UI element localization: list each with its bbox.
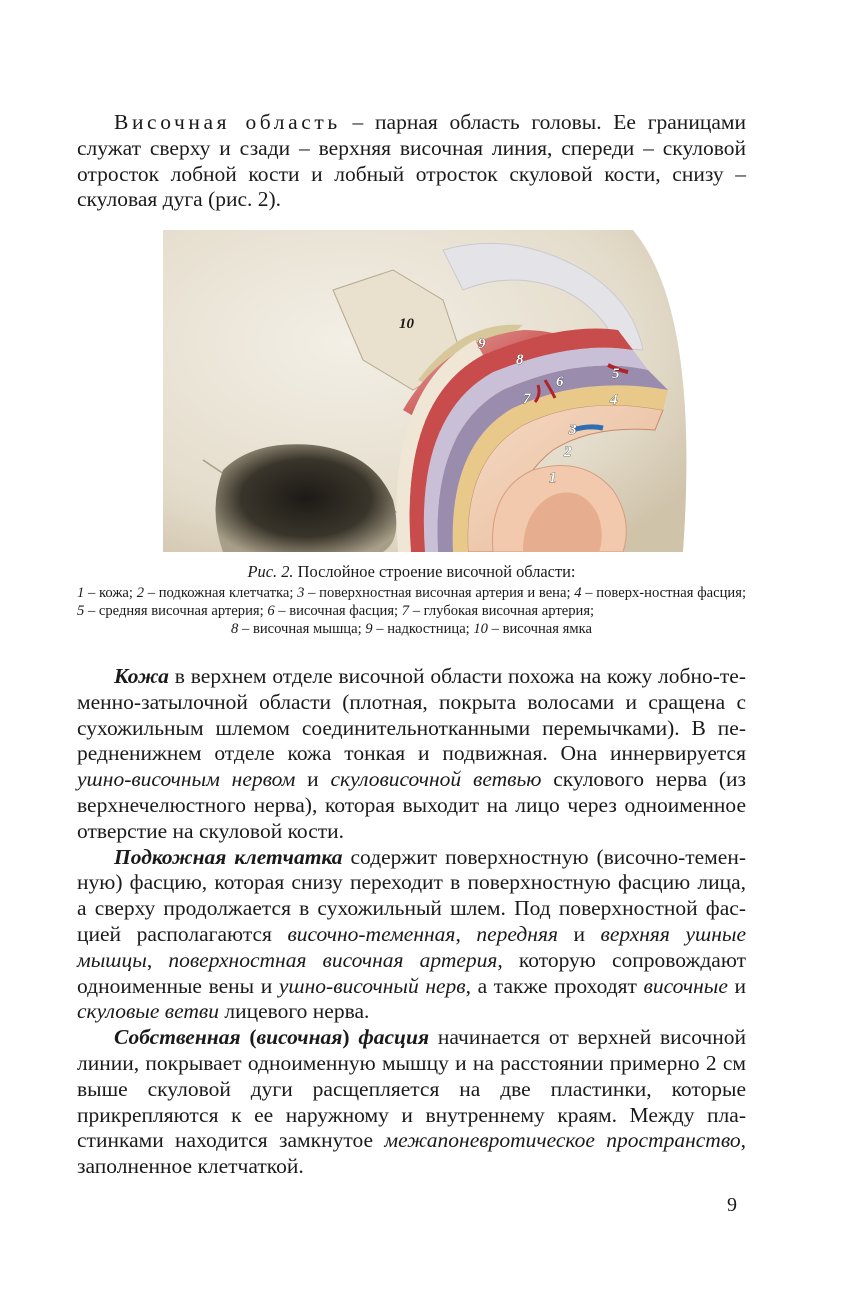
intro-term: Височная область xyxy=(114,110,341,134)
text-run: лицевого нерва. xyxy=(218,999,370,1024)
legend-num: 2 xyxy=(136,585,144,601)
term-skin: Кожа xyxy=(114,664,169,688)
legend-num: 6 xyxy=(267,603,275,619)
text-run: , xyxy=(455,921,477,946)
italic-run: межапоневротическое пространство xyxy=(384,1128,741,1153)
legend-text: – средняя височная артерия; xyxy=(84,603,268,619)
body-text xyxy=(77,664,746,1180)
legend-text: – надкостница; xyxy=(372,621,474,637)
legend-num: 10 xyxy=(473,621,488,637)
legend-last-line xyxy=(77,620,746,638)
figure-label-9: 9 xyxy=(478,336,486,352)
text-run: скулового нерва (из верхнечелюстного нерва), которая выходит на лицо через одноименное отверстие на скуловой кости. xyxy=(77,767,746,843)
paragraph-fascia xyxy=(77,1025,746,1180)
legend-num: 7 xyxy=(401,603,410,619)
paragraph-subcutaneous xyxy=(77,845,746,1026)
figure-caption xyxy=(77,562,746,582)
text-run: , которую сопровождают одноименные вены и xyxy=(77,947,746,998)
figure-label-5: 5 xyxy=(612,366,620,382)
legend-text: – височная мышца; xyxy=(238,621,366,637)
text-run: содержит поверхностную (височно-темен-ную) фасцию, которая снизу переходит в поверхностную фасцию лица, а сверху продолжается в сухожильный шлем. Под поверхностной фас-цией располагаются xyxy=(77,844,746,946)
text-run: и xyxy=(295,767,331,792)
italic-run: височные xyxy=(643,973,728,998)
text-run: , а также проходят xyxy=(465,973,644,998)
text-run: , xyxy=(146,947,169,972)
intro-text: – парная область головы. Ее границами служат сверху и сзади – верхняя височная линия, спереди – скуловой отросток лобной кости и лобный отросток скуловой кости, снизу – скуловая дуга (рис. 2). xyxy=(77,110,746,212)
paragraph-skin xyxy=(77,664,746,845)
caption-title: Послойное строение височной области: xyxy=(293,562,576,581)
figure-temporal-region-layers xyxy=(163,230,700,552)
figure-label-4: 4 xyxy=(610,392,618,408)
legend-num: 5 xyxy=(77,603,85,619)
figure-label-3: 3 xyxy=(569,422,577,438)
legend-text: – подкожная клетчатка; xyxy=(143,585,298,601)
term-fascia-e: фасция xyxy=(358,1025,430,1050)
legend-text: – кожа; xyxy=(84,585,137,601)
figure-label-1: 1 xyxy=(549,470,557,486)
legend-text: – поверхностная височная артерия и вена; xyxy=(304,585,575,601)
legend-text: – височная ямка xyxy=(487,621,592,637)
italic-run: верхняя ушные мышцы xyxy=(77,921,746,972)
term-fascia-a: Собственная xyxy=(114,1025,241,1050)
figure-label-10: 10 xyxy=(399,316,414,332)
italic-run: ушно-височным нервом xyxy=(77,767,296,792)
legend-num: 1 xyxy=(77,585,85,601)
figure-label-6: 6 xyxy=(556,374,564,390)
term-fascia-d: ) xyxy=(342,1025,359,1050)
text-run: и xyxy=(727,973,746,998)
figure-label-8: 8 xyxy=(516,352,524,368)
term-fascia-b: ( xyxy=(240,1025,257,1050)
figure-label-7: 7 xyxy=(523,391,531,407)
figure-legend xyxy=(77,584,746,638)
text-run: , заполненное клетчаткой. xyxy=(77,1128,746,1179)
legend-num: 9 xyxy=(365,621,373,637)
italic-run: скуловисочной ветвью xyxy=(330,767,542,792)
intro-paragraph xyxy=(77,110,746,213)
italic-run: височно-теменная xyxy=(287,921,456,946)
legend-num: 3 xyxy=(297,585,305,601)
text-run: и xyxy=(557,921,601,946)
legend-num: 4 xyxy=(574,585,582,601)
figure-label-2: 2 xyxy=(564,444,572,460)
text-run: в верхнем отделе височной области похожа на кожу лобно-те-менно-затылочной области (плотная, покрыта волосами и сращена с сухожильным шлемом соединительнотканными перемычками). В пе-редненижнем отделе кожа тонкая и подвижная. Она иннервируется xyxy=(77,664,746,766)
italic-run: скуловые ветви xyxy=(77,999,219,1024)
term-subcutaneous: Подкожная клетчатка xyxy=(114,844,343,869)
legend-num: 8 xyxy=(231,621,239,637)
text-run: начинается от верхней височной линии, покрывает одноименную мышцу и на расстоянии примерно 2 см выше скуловой дуги расщепляется на две пластинки, которые прикрепляются к ее наружному и внутреннему краям. Между пла-стинками находится замкнутое xyxy=(77,1025,746,1153)
caption-label: Рис. 2. xyxy=(247,562,294,581)
italic-run: поверхностная височная артерия xyxy=(168,947,498,972)
anatomical-illustration xyxy=(163,230,700,552)
page-number: 9 xyxy=(727,1194,737,1216)
term-fascia-c: височная xyxy=(256,1025,343,1050)
legend-text: – глубокая височная артерия; xyxy=(409,603,595,619)
italic-run: передняя xyxy=(476,921,558,946)
legend-text: – поверх-ностная фасция; xyxy=(581,585,746,601)
italic-run: ушно-височный нерв xyxy=(278,973,466,998)
legend-text: – височная фасция; xyxy=(274,603,402,619)
